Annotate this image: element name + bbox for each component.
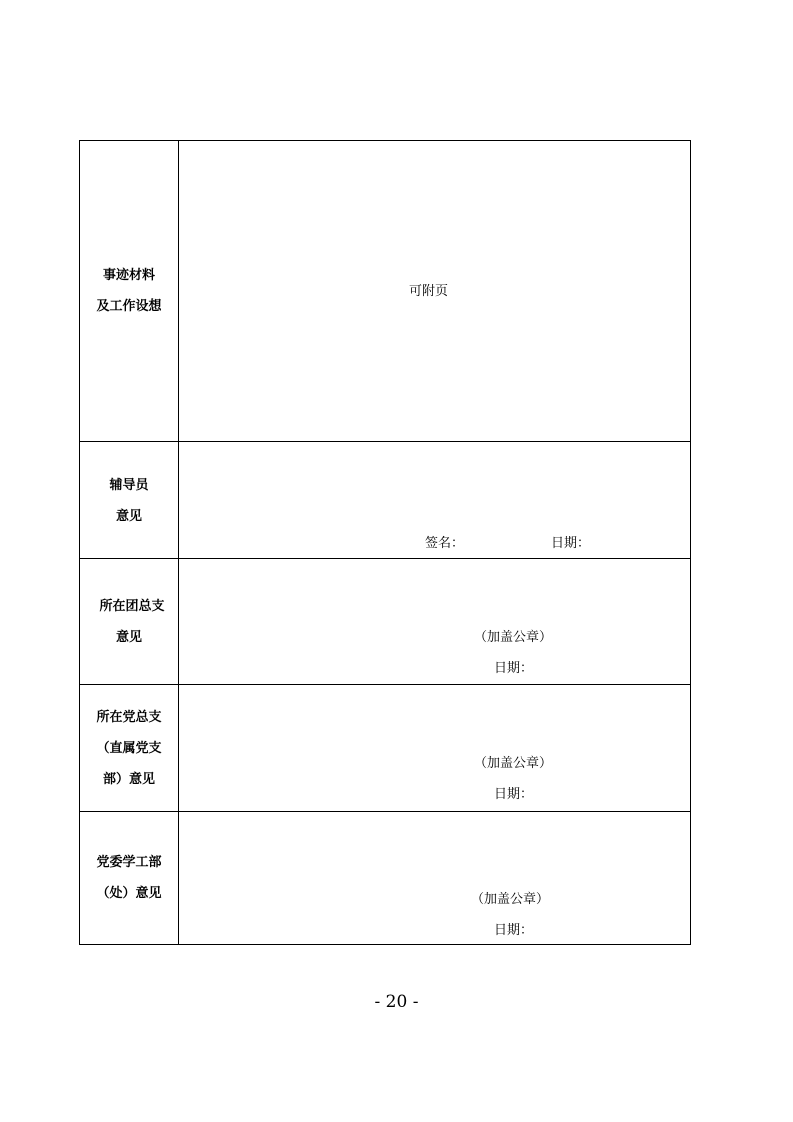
row-deeds-material xyxy=(80,141,690,441)
date-label: 日期： xyxy=(551,536,591,551)
label-line: 党委学工部 xyxy=(96,855,162,870)
approval-form-table xyxy=(79,140,691,945)
seal-label: （加盖公章） xyxy=(474,630,553,645)
content-cell-party-branch[interactable] xyxy=(178,685,690,812)
label-cell-counselor xyxy=(80,442,179,559)
content-cell-deeds[interactable] xyxy=(178,141,690,441)
date-label: 日期： xyxy=(494,661,534,676)
attachment-note: 可附页 xyxy=(409,284,449,299)
label-cell-league-branch xyxy=(80,559,179,685)
label-line: （直属党支 xyxy=(96,741,162,756)
seal-label: （加盖公章） xyxy=(471,892,550,907)
label-line: 部）意见 xyxy=(102,772,155,787)
label-line: 及工作设想 xyxy=(96,299,162,314)
row-party-branch-opinion xyxy=(80,684,690,812)
label-cell-student-affairs xyxy=(80,812,179,945)
label-cell-party-branch xyxy=(80,685,179,812)
date-label: 日期： xyxy=(494,787,534,802)
content-cell-league-branch[interactable] xyxy=(178,559,690,685)
label-line: 所在党总支 xyxy=(96,710,162,725)
row-counselor-opinion xyxy=(80,441,690,559)
label-line: 事迹材料 xyxy=(102,268,155,283)
seal-label: （加盖公章） xyxy=(474,756,553,771)
signature-label: 签名： xyxy=(425,536,465,551)
date-label: 日期： xyxy=(494,923,534,938)
content-cell-student-affairs[interactable] xyxy=(178,812,690,945)
label-line: 意见 xyxy=(115,509,142,524)
label-line: 意见 xyxy=(115,630,142,645)
row-student-affairs-opinion xyxy=(80,811,690,945)
row-league-branch-opinion xyxy=(80,558,690,685)
content-cell-counselor[interactable] xyxy=(178,442,690,559)
label-line: （处）意见 xyxy=(96,886,162,901)
label-line: 所在团总支 xyxy=(99,599,165,614)
page-number: - 20 - xyxy=(374,992,419,1012)
label-cell-deeds xyxy=(80,141,179,441)
label-line: 辅导员 xyxy=(109,478,149,493)
